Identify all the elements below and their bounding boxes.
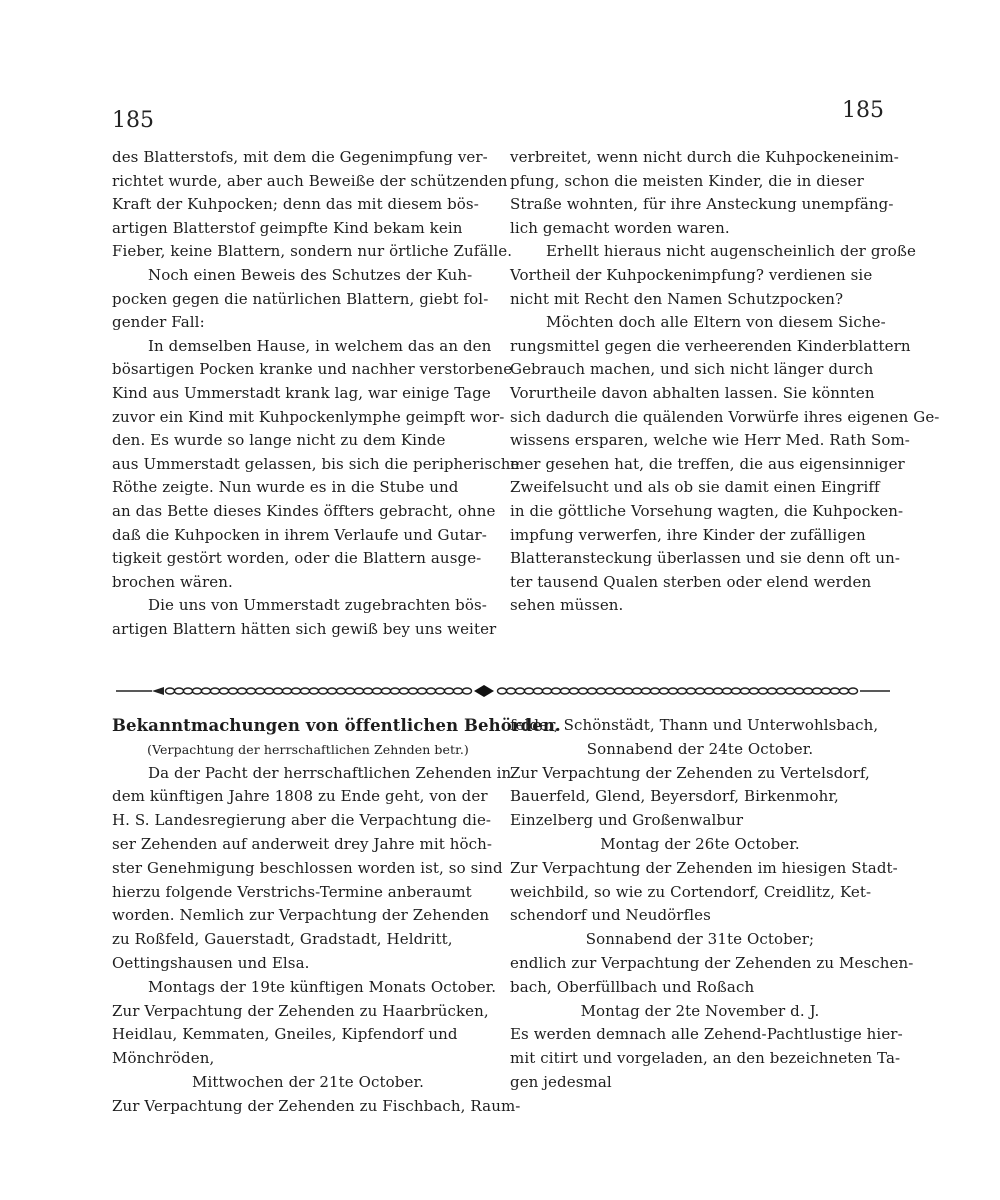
text-line: Straße wohnten, für ihre Ansteckung unempfäng- — [510, 195, 894, 214]
chain-link — [319, 688, 328, 694]
text-line: felder, Schönstädt, Thann und Unterwohlsbach, — [510, 716, 879, 734]
chain-link — [768, 688, 777, 694]
chain-link — [651, 688, 660, 694]
text-line: richtet wurde, aber auch Beweiße der schützenden — [112, 171, 508, 190]
text-line: Mittwochen der 21te October. — [192, 1072, 424, 1091]
chain-link — [193, 688, 202, 694]
chain-link — [220, 688, 229, 694]
text-line: Noch einen Beweis des Schutzes der Kuh- — [148, 265, 473, 284]
text-line: Heidlau, Kemmaten, Gneiles, Kipfendorf und — [112, 1025, 458, 1044]
text-line: impfung verwerfen, ihre Kinder der zufälligen — [510, 525, 866, 544]
text-line: (Verpachtung der herrschaftlichen Zehnden betr.) — [147, 741, 469, 757]
notices-column-right — [510, 714, 914, 1095]
text-line: Bekanntmachungen von öffentlichen Behörden. — [112, 716, 561, 735]
chain-link — [337, 688, 346, 694]
chain-link — [786, 688, 795, 694]
text-line: Zweifelsucht und als ob sie damit einen Eingriff — [510, 478, 880, 497]
chain-link — [184, 688, 193, 694]
text-line: bösartigen Pocken kranke und nachher verstorbene — [112, 360, 513, 379]
text-line: aus Ummerstadt gelassen, bis sich die peripherische — [112, 454, 520, 473]
text-line: Zur Verpachtung der Zehenden zu Vertelsdorf, — [510, 763, 870, 782]
text-line: Kind aus Ummerstadt krank lag, war einige Tage — [112, 383, 491, 402]
text-line: Einzelberg und Großenwalbur — [510, 811, 744, 830]
text-line: Fieber, keine Blattern, sondern nur örtliche Zufälle. — [112, 242, 513, 261]
text-line: den. Es wurde so lange nicht zu dem Kinde — [112, 431, 446, 450]
chain-link — [202, 688, 211, 694]
text-line: schendorf und Neudörfles — [510, 906, 711, 925]
chain-link — [615, 688, 624, 694]
chain-link — [265, 688, 274, 694]
text-line: gender Fall: — [112, 313, 205, 332]
chain-link — [283, 688, 292, 694]
text-line: Bauerfeld, Glend, Beyersdorf, Birkenmohr, — [510, 787, 839, 806]
chain-link — [364, 688, 373, 694]
chain-link — [660, 688, 669, 694]
article-column-left — [112, 146, 520, 641]
chain-link — [247, 688, 256, 694]
text-line: Blatteransteckung überlassen und sie denn oft un- — [510, 549, 901, 568]
chain-link — [624, 688, 633, 694]
text-line: Oettingshausen und Elsa. — [112, 953, 310, 972]
chain-link — [642, 688, 651, 694]
text-line: rungsmittel gegen die verheerenden Kinderblattern — [510, 336, 911, 355]
text-line: Montag der 26te October. — [600, 834, 800, 853]
text-line: weichbild, so wie zu Cortendorf, Creidlitz, Ket- — [510, 882, 872, 901]
text-line: zu Roßfeld, Gauerstadt, Gradstadt, Heldritt, — [112, 930, 453, 949]
text-line: Es werden demnach alle Zehend-Pachtlustige hier- — [510, 1025, 903, 1044]
text-line: Sonnabend der 24te October. — [586, 739, 814, 758]
chain-link — [445, 688, 454, 694]
chain-link — [705, 688, 714, 694]
text-line: sich dadurch die quälenden Vorwürfe ihres eigenen Ge- — [510, 407, 940, 426]
text-line: bach, Oberfüllbach und Roßach — [510, 977, 755, 996]
ornamental-separator — [112, 680, 894, 702]
text-line: Erhellt hieraus nicht augenscheinlich der große — [546, 242, 917, 261]
chain-link — [696, 688, 705, 694]
text-line: Zur Verpachtung der Zehenden zu Fischbach, Raum- — [112, 1096, 521, 1115]
chain-link — [714, 688, 723, 694]
text-line: Zur Verpachtung der Zehenden im hiesigen Stadt- — [510, 858, 898, 877]
chain-link — [391, 688, 400, 694]
chain-link — [606, 688, 615, 694]
text-line: gen jedesmal — [510, 1072, 612, 1091]
text-line: Zur Verpachtung der Zehenden zu Haarbrücken, — [112, 1001, 489, 1020]
text-line: Vorurtheile davon abhalten lassen. Sie könnten — [510, 383, 875, 402]
chain-link — [552, 688, 561, 694]
text-line: Sonnabend der 31te October; — [585, 930, 815, 949]
text-line: brochen wären. — [112, 572, 233, 591]
chain-link — [409, 688, 418, 694]
chain-link — [436, 688, 445, 694]
page-number-left: 185 — [112, 108, 154, 133]
text-line: mit citirt und vorgeladen, an den bezeichneten Ta- — [510, 1049, 901, 1068]
text-line: nicht mit Recht den Namen Schutzpocken? — [510, 289, 844, 308]
text-line: pocken gegen die natürlichen Blattern, giebt fol- — [112, 289, 489, 308]
chain-link — [561, 688, 570, 694]
chain-link — [346, 688, 355, 694]
chain-link — [355, 688, 364, 694]
text-line: wissens ersparen, welche wie Herr Med. Rath Som- — [510, 431, 910, 450]
text-line: Vortheil der Kuhpockenimpfung? verdienen sie — [510, 265, 873, 284]
text-line: ter tausend Qualen sterben oder elend werden — [510, 572, 872, 591]
text-line: des Blatterstofs, mit dem die Gegenimpfung ver- — [112, 148, 488, 166]
chain-link — [777, 688, 786, 694]
article-column-right — [510, 146, 940, 618]
chain-link — [498, 688, 507, 694]
text-line: zuvor ein Kind mit Kuhpockenlymphe geimpft wor- — [112, 407, 505, 426]
text-line: tigkeit gestört worden, oder die Blattern ausge- — [112, 549, 482, 568]
text-line: Montags der 19te künftigen Monats October. — [148, 977, 497, 996]
text-line: verbreitet, wenn nicht durch die Kuhpockeneinim- — [510, 148, 899, 166]
chain-link — [516, 688, 525, 694]
chain-link — [588, 688, 597, 694]
text-line: pfung, schon die meisten Kinder, die in dieser — [510, 171, 864, 190]
text-line: Da der Pacht der herrschaftlichen Zehenden in — [148, 763, 512, 782]
text-line: Röthe zeigte. Nun wurde es in die Stube und — [112, 478, 459, 497]
text-line: Möchten doch alle Eltern von diesem Siche- — [546, 313, 886, 332]
text-line: Mönchröden, — [112, 1049, 215, 1068]
chain-link — [211, 688, 220, 694]
text-line: dem künftigen Jahre 1808 zu Ende geht, von der — [112, 787, 488, 806]
text-line: Die uns von Ummerstadt zugebrachten bös- — [148, 596, 487, 615]
chain-link — [822, 688, 831, 694]
chain-link — [543, 688, 552, 694]
text-line: hierzu folgende Verstrichs-Termine anberaumt — [112, 882, 472, 901]
text-line: mer gesehen hat, die treffen, die aus eigensinniger — [510, 454, 905, 473]
chain-link — [507, 688, 516, 694]
chain-link — [525, 688, 534, 694]
chain-link — [831, 688, 840, 694]
chain-link — [175, 688, 184, 694]
chain-link — [418, 688, 427, 694]
chain-link — [741, 688, 750, 694]
text-line: endlich zur Verpachtung der Zehenden zu Meschen- — [510, 953, 914, 972]
chain-link — [427, 688, 436, 694]
chain-link — [750, 688, 759, 694]
chain-link — [238, 688, 247, 694]
chain-link — [723, 688, 732, 694]
chain-link — [292, 688, 301, 694]
text-line: Gebrauch machen, und sich nicht länger durch — [510, 360, 874, 379]
chain-link — [382, 688, 391, 694]
chain-link — [759, 688, 768, 694]
chain-link — [579, 688, 588, 694]
chain-link — [804, 688, 813, 694]
text-line: ster Genehmigung beschlossen worden ist, so sind — [112, 858, 503, 877]
chain-link — [633, 688, 642, 694]
chain-link — [597, 688, 606, 694]
chain-link — [570, 688, 579, 694]
chain-link — [229, 688, 238, 694]
chain-link — [328, 688, 337, 694]
text-line: Kraft der Kuhpocken; denn das mit diesem bös- — [112, 195, 479, 214]
chain-link — [463, 688, 472, 694]
text-line: sehen müssen. — [510, 596, 624, 615]
text-line: Montag der 2te November d. J. — [580, 1001, 820, 1020]
text-line: daß die Kuhpocken in ihrem Verlaufe und Gutar- — [112, 525, 487, 544]
chain-link — [732, 688, 741, 694]
page-number-right: 185 — [842, 98, 884, 123]
chain-link — [256, 688, 265, 694]
chain-link — [678, 688, 687, 694]
chain-link — [669, 688, 678, 694]
chain-link — [301, 688, 310, 694]
chain-link — [534, 688, 543, 694]
text-line: artigen Blatterstof geimpfte Kind bekam kein — [112, 218, 463, 237]
chain-link — [840, 688, 849, 694]
text-line: In demselben Hause, in welchem das an den — [148, 336, 492, 355]
chain-link — [310, 688, 319, 694]
chain-link — [687, 688, 696, 694]
chain-link — [400, 688, 409, 694]
text-line: artigen Blattern hätten sich gewiß bey uns weiter — [112, 619, 497, 638]
chain-link — [274, 688, 283, 694]
text-line: worden. Nemlich zur Verpachtung der Zehenden — [112, 906, 490, 925]
chain-link — [849, 688, 858, 694]
chain-link — [373, 688, 382, 694]
text-line: ser Zehenden auf anderweit drey Jahre mit höch- — [112, 834, 493, 853]
text-line: in die göttliche Vorsehung wagten, die Kuhpocken- — [510, 501, 904, 520]
chain-link — [454, 688, 463, 694]
text-line: H. S. Landesregierung aber die Verpachtung die- — [112, 811, 492, 830]
chain-link — [166, 688, 175, 694]
chain-link — [813, 688, 822, 694]
text-line: lich gemacht worden waren. — [510, 218, 730, 237]
text-line: an das Bette dieses Kindes öffters gebracht, ohne — [112, 501, 496, 520]
chain-link — [795, 688, 804, 694]
